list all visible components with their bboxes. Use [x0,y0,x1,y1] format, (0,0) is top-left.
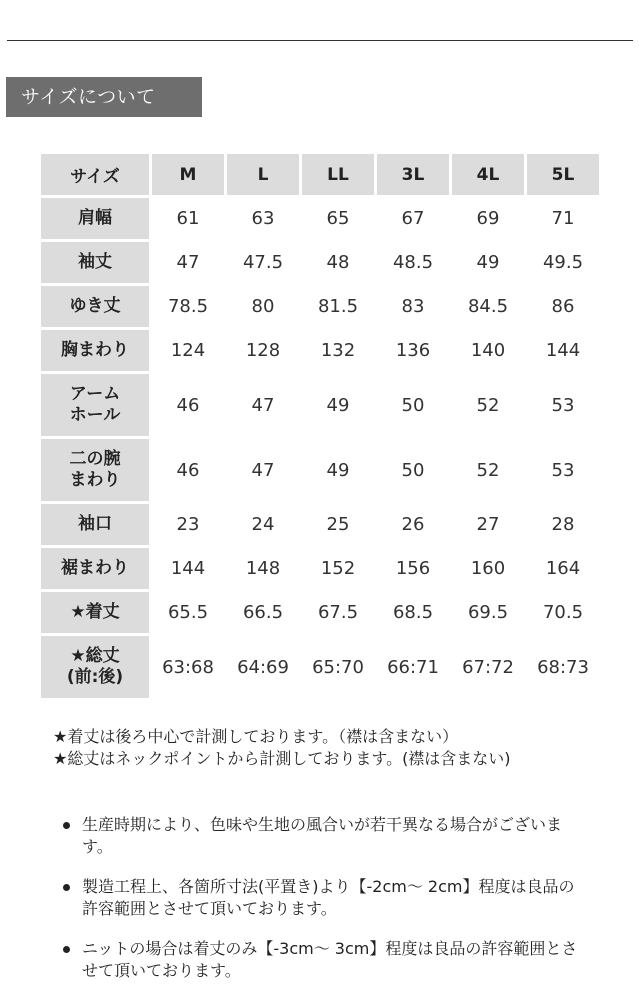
size-corner-label: サイズ [41,154,149,195]
table-cell: 49.5 [527,242,599,283]
table-cell: 47 [227,374,299,436]
row-label-cell [41,286,149,327]
row-label-text: アーム [69,384,121,404]
table-cell: 124 [152,330,224,371]
table-cell: 156 [377,548,449,589]
table-cell: 80 [227,286,299,327]
size-header-cell: 5L [527,154,599,195]
size-header-cell: LL [302,154,374,195]
table-cell: 63 [227,198,299,239]
table-cell: 23 [152,504,224,545]
table-cell: 50 [377,374,449,436]
row-label-cell [41,439,149,501]
table-row [41,636,599,698]
bullet-icon [63,822,70,829]
table-cell: 49 [302,439,374,501]
table-cell: 71 [527,198,599,239]
top-divider [7,40,633,41]
table-cell: 28 [527,504,599,545]
row-label-text: 胸まわり [61,340,129,360]
table-cell: 65:70 [302,636,374,698]
table-cell: 81.5 [302,286,374,327]
table-cell: 52 [452,439,524,501]
note-line: ★着丈は後ろ中心で計測しております。（襟は含まない） [53,727,459,746]
table-cell: 25 [302,504,374,545]
row-label-cell [41,504,149,545]
row-label-text: 袖口 [78,514,112,534]
table-cell: 152 [302,548,374,589]
list-item [60,814,590,858]
table-cell: 144 [152,548,224,589]
table-cell: 84.5 [452,286,524,327]
row-label-text: (前:後) [66,667,124,687]
table-cell: 67.5 [302,592,374,633]
row-label-text: 裾まわり [61,558,129,578]
table-row [41,504,599,545]
row-label-cell [41,374,149,436]
table-cell: 67 [377,198,449,239]
table-cell: 48.5 [377,242,449,283]
table-cell: 83 [377,286,449,327]
row-label-text: ゆき丈 [69,296,121,316]
table-cell: 70.5 [527,592,599,633]
list-item [60,938,590,982]
row-label-cell [41,592,149,633]
table-cell: 128 [227,330,299,371]
list-item-text: 生産時期により、色味や生地の風合いが若干異なる場合がございます。 [82,815,563,856]
table-row [41,374,599,436]
table-row [41,439,599,501]
table-cell: 47 [227,439,299,501]
table-cell: 160 [452,548,524,589]
table-cell: 26 [377,504,449,545]
size-header-cell: 4L [452,154,524,195]
row-label-cell [41,548,149,589]
table-cell: 66.5 [227,592,299,633]
table-cell: 64:69 [227,636,299,698]
table-cell: 164 [527,548,599,589]
table-cell: 46 [152,374,224,436]
row-label-cell [41,636,149,698]
table-cell: 24 [227,504,299,545]
bullet-icon [63,946,70,953]
table-cell: 49 [302,374,374,436]
table-cell: 53 [527,374,599,436]
table-cell: 47.5 [227,242,299,283]
row-label-cell [41,242,149,283]
table-cell: 68.5 [377,592,449,633]
bullet-icon [63,884,70,891]
row-label-text: ★総丈 [70,646,120,666]
row-label-cell [41,198,149,239]
caution-list [60,814,590,1000]
table-row [41,548,599,589]
table-cell: 50 [377,439,449,501]
table-cell: 65.5 [152,592,224,633]
table-cell: 86 [527,286,599,327]
table-cell: 144 [527,330,599,371]
list-item-text: 製造工程上、各箇所寸法(平置き)より【-2cm～ 2cm】程度は良品の許容範囲とさせて頂いております。 [82,877,575,918]
table-cell: 47 [152,242,224,283]
table-row [41,592,599,633]
note-line: ★総丈はネックポイントから計測しております。(襟は含まない) [53,749,511,768]
row-label-cell [41,330,149,371]
size-header-cell: L [227,154,299,195]
table-cell: 65 [302,198,374,239]
table-cell: 69.5 [452,592,524,633]
row-label-text: 二の腕 [69,449,121,469]
measurement-notes [53,726,593,770]
table-row [41,330,599,371]
table-row [41,198,599,239]
table-header-row [41,154,599,195]
table-cell: 49 [452,242,524,283]
table-cell: 148 [227,548,299,589]
table-cell: 67:72 [452,636,524,698]
table-body [41,198,599,698]
table-cell: 53 [527,439,599,501]
table-cell: 52 [452,374,524,436]
table-cell: 69 [452,198,524,239]
table-cell: 136 [377,330,449,371]
list-item [60,876,590,920]
table-cell: 78.5 [152,286,224,327]
table-cell: 63:68 [152,636,224,698]
table-cell: 46 [152,439,224,501]
table-cell: 48 [302,242,374,283]
row-label-text: ★着丈 [70,602,120,622]
table-cell: 61 [152,198,224,239]
table-row [41,242,599,283]
size-header-cell: M [152,154,224,195]
row-label-text: ホール [69,405,121,425]
table-cell: 132 [302,330,374,371]
table-cell: 68:73 [527,636,599,698]
size-table [38,151,602,701]
row-label-text: 肩幅 [78,208,112,228]
row-label-text: まわり [69,470,121,490]
table-cell: 66:71 [377,636,449,698]
row-label-text: 袖丈 [78,252,112,272]
table-cell: 27 [452,504,524,545]
table-row [41,286,599,327]
section-title: サイズについて [6,77,202,117]
table-cell: 140 [452,330,524,371]
list-item-text: ニットの場合は着丈のみ【-3cm～ 3cm】程度は良品の許容範囲とさせて頂いております。 [82,939,578,980]
size-header-cell: 3L [377,154,449,195]
